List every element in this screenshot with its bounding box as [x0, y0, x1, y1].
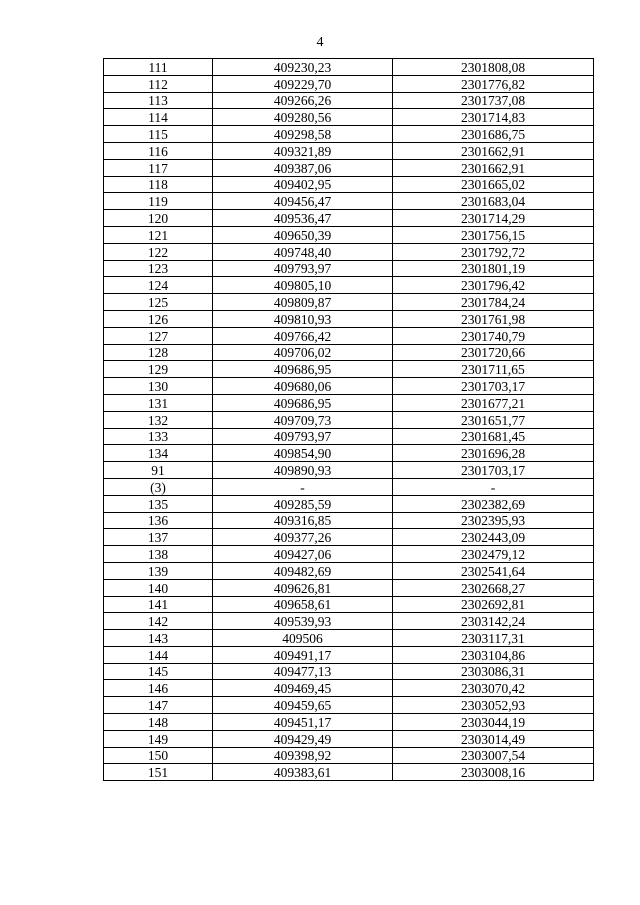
table-row — [104, 730, 594, 747]
table-row — [104, 445, 594, 462]
table-row — [104, 378, 594, 395]
point-number-cell: 114 — [104, 109, 213, 126]
x-coordinate-cell: 409709,73 — [213, 411, 393, 428]
y-coordinate-cell: 2301711,65 — [393, 361, 594, 378]
y-coordinate-cell: 2301796,42 — [393, 277, 594, 294]
y-coordinate-cell: 2303014,49 — [393, 730, 594, 747]
point-number-cell: 122 — [104, 243, 213, 260]
point-number-cell: 149 — [104, 730, 213, 747]
point-number-cell: 139 — [104, 562, 213, 579]
point-number-cell: 135 — [104, 495, 213, 512]
x-coordinate-cell: 409285,59 — [213, 495, 393, 512]
y-coordinate-cell: 2301703,17 — [393, 462, 594, 479]
table-row — [104, 344, 594, 361]
point-number-cell: 124 — [104, 277, 213, 294]
point-number-cell: 111 — [104, 59, 213, 76]
table-row — [104, 680, 594, 697]
y-coordinate-cell: 2301677,21 — [393, 394, 594, 411]
table-row — [104, 512, 594, 529]
y-coordinate-cell: 2301662,91 — [393, 159, 594, 176]
y-coordinate-cell: 2301683,04 — [393, 193, 594, 210]
y-coordinate-cell: 2303117,31 — [393, 630, 594, 647]
x-coordinate-cell: 409706,02 — [213, 344, 393, 361]
table-row — [104, 579, 594, 596]
y-coordinate-cell: 2301662,91 — [393, 142, 594, 159]
point-number-cell: 126 — [104, 310, 213, 327]
y-coordinate-cell: 2301714,29 — [393, 210, 594, 227]
y-coordinate-cell: 2301740,79 — [393, 327, 594, 344]
point-number-cell: 147 — [104, 697, 213, 714]
point-number-cell: 119 — [104, 193, 213, 210]
x-coordinate-cell: 409321,89 — [213, 142, 393, 159]
point-number-cell: 143 — [104, 630, 213, 647]
point-number-cell: 142 — [104, 613, 213, 630]
point-number-cell: 117 — [104, 159, 213, 176]
table-row — [104, 428, 594, 445]
x-coordinate-cell: 409402,95 — [213, 176, 393, 193]
table-row — [104, 764, 594, 781]
x-coordinate-cell: 409377,26 — [213, 529, 393, 546]
point-number-cell: 112 — [104, 75, 213, 92]
point-number-cell: 115 — [104, 126, 213, 143]
table-row — [104, 361, 594, 378]
table-row — [104, 126, 594, 143]
table-row — [104, 546, 594, 563]
x-coordinate-cell: 409686,95 — [213, 361, 393, 378]
point-number-cell: (3) — [104, 478, 213, 495]
x-coordinate-cell: 409809,87 — [213, 294, 393, 311]
point-number-cell: 91 — [104, 462, 213, 479]
table-row — [104, 630, 594, 647]
table-row — [104, 159, 594, 176]
x-coordinate-cell: 409280,56 — [213, 109, 393, 126]
x-coordinate-cell: 409456,47 — [213, 193, 393, 210]
x-coordinate-cell: 409686,95 — [213, 394, 393, 411]
y-coordinate-cell: 2301756,15 — [393, 226, 594, 243]
x-coordinate-cell: 409658,61 — [213, 596, 393, 613]
table-row — [104, 294, 594, 311]
table-row — [104, 260, 594, 277]
x-coordinate-cell: 409810,93 — [213, 310, 393, 327]
table-row — [104, 59, 594, 76]
table-row — [104, 193, 594, 210]
point-number-cell: 151 — [104, 764, 213, 781]
x-coordinate-cell: 409398,92 — [213, 747, 393, 764]
y-coordinate-cell: 2301665,02 — [393, 176, 594, 193]
point-number-cell: 129 — [104, 361, 213, 378]
table-row — [104, 562, 594, 579]
point-number-cell: 113 — [104, 92, 213, 109]
x-coordinate-cell: 409266,26 — [213, 92, 393, 109]
table-row — [104, 226, 594, 243]
table-row — [104, 747, 594, 764]
y-coordinate-cell: 2301808,08 — [393, 59, 594, 76]
table-row — [104, 529, 594, 546]
x-coordinate-cell: 409766,42 — [213, 327, 393, 344]
table-row — [104, 310, 594, 327]
table-row — [104, 142, 594, 159]
x-coordinate-cell: 409491,17 — [213, 646, 393, 663]
y-coordinate-cell: 2302668,27 — [393, 579, 594, 596]
x-coordinate-cell: 409854,90 — [213, 445, 393, 462]
x-coordinate-cell: 409536,47 — [213, 210, 393, 227]
point-number-cell: 134 — [104, 445, 213, 462]
table-row — [104, 277, 594, 294]
y-coordinate-cell: 2301686,75 — [393, 126, 594, 143]
table-row — [104, 663, 594, 680]
x-coordinate-cell: 409477,13 — [213, 663, 393, 680]
y-coordinate-cell: 2301792,72 — [393, 243, 594, 260]
point-number-cell: 145 — [104, 663, 213, 680]
table-row — [104, 646, 594, 663]
table-row — [104, 327, 594, 344]
point-number-cell: 116 — [104, 142, 213, 159]
x-coordinate-cell: 409650,39 — [213, 226, 393, 243]
coordinates-table — [103, 58, 594, 781]
coordinates-table-body — [104, 59, 594, 781]
x-coordinate-cell: 409316,85 — [213, 512, 393, 529]
y-coordinate-cell: 2301696,28 — [393, 445, 594, 462]
point-number-cell: 148 — [104, 714, 213, 731]
point-number-cell: 123 — [104, 260, 213, 277]
x-coordinate-cell: 409539,93 — [213, 613, 393, 630]
point-number-cell: 128 — [104, 344, 213, 361]
point-number-cell: 137 — [104, 529, 213, 546]
point-number-cell: 118 — [104, 176, 213, 193]
x-coordinate-cell: 409506 — [213, 630, 393, 647]
point-number-cell: 127 — [104, 327, 213, 344]
x-coordinate-cell: 409680,06 — [213, 378, 393, 395]
y-coordinate-cell: 2303070,42 — [393, 680, 594, 697]
y-coordinate-cell: 2302395,93 — [393, 512, 594, 529]
table-row — [104, 613, 594, 630]
x-coordinate-cell: 409427,06 — [213, 546, 393, 563]
table-row — [104, 462, 594, 479]
x-coordinate-cell: 409793,97 — [213, 260, 393, 277]
table-row — [104, 495, 594, 512]
y-coordinate-cell: 2301801,19 — [393, 260, 594, 277]
table-row — [104, 714, 594, 731]
x-coordinate-cell: 409383,61 — [213, 764, 393, 781]
y-coordinate-cell: 2301776,82 — [393, 75, 594, 92]
point-number-cell: 136 — [104, 512, 213, 529]
point-number-cell: 141 — [104, 596, 213, 613]
point-number-cell: 120 — [104, 210, 213, 227]
table-row — [104, 176, 594, 193]
table-row — [104, 243, 594, 260]
table-row — [104, 411, 594, 428]
table-row — [104, 394, 594, 411]
y-coordinate-cell: 2301784,24 — [393, 294, 594, 311]
x-coordinate-cell: 409387,06 — [213, 159, 393, 176]
y-coordinate-cell: 2303104,86 — [393, 646, 594, 663]
x-coordinate-cell: 409298,58 — [213, 126, 393, 143]
x-coordinate-cell: 409459,65 — [213, 697, 393, 714]
y-coordinate-cell: 2303044,19 — [393, 714, 594, 731]
x-coordinate-cell: 409793,97 — [213, 428, 393, 445]
y-coordinate-cell: 2302541,64 — [393, 562, 594, 579]
table-row — [104, 92, 594, 109]
point-number-cell: 138 — [104, 546, 213, 563]
x-coordinate-cell: 409451,17 — [213, 714, 393, 731]
y-coordinate-cell: 2302479,12 — [393, 546, 594, 563]
y-coordinate-cell: 2303007,54 — [393, 747, 594, 764]
point-number-cell: 132 — [104, 411, 213, 428]
table-row — [104, 75, 594, 92]
x-coordinate-cell: 409890,93 — [213, 462, 393, 479]
x-coordinate-cell: 409748,40 — [213, 243, 393, 260]
point-number-cell: 121 — [104, 226, 213, 243]
table-row — [104, 109, 594, 126]
x-coordinate-cell: 409805,10 — [213, 277, 393, 294]
y-coordinate-cell: 2303052,93 — [393, 697, 594, 714]
point-number-cell: 146 — [104, 680, 213, 697]
point-number-cell: 144 — [104, 646, 213, 663]
x-coordinate-cell: 409626,81 — [213, 579, 393, 596]
x-coordinate-cell: 409469,45 — [213, 680, 393, 697]
y-coordinate-cell: - — [393, 478, 594, 495]
table-row — [104, 596, 594, 613]
y-coordinate-cell: 2301681,45 — [393, 428, 594, 445]
x-coordinate-cell: 409230,23 — [213, 59, 393, 76]
point-number-cell: 140 — [104, 579, 213, 596]
x-coordinate-cell: 409429,49 — [213, 730, 393, 747]
table-row — [104, 478, 594, 495]
y-coordinate-cell: 2303008,16 — [393, 764, 594, 781]
y-coordinate-cell: 2301703,17 — [393, 378, 594, 395]
y-coordinate-cell: 2302692,81 — [393, 596, 594, 613]
y-coordinate-cell: 2302382,69 — [393, 495, 594, 512]
point-number-cell: 133 — [104, 428, 213, 445]
table-row — [104, 210, 594, 227]
y-coordinate-cell: 2302443,09 — [393, 529, 594, 546]
x-coordinate-cell: - — [213, 478, 393, 495]
point-number-cell: 150 — [104, 747, 213, 764]
point-number-cell: 125 — [104, 294, 213, 311]
y-coordinate-cell: 2301761,98 — [393, 310, 594, 327]
x-coordinate-cell: 409482,69 — [213, 562, 393, 579]
y-coordinate-cell: 2301651,77 — [393, 411, 594, 428]
y-coordinate-cell: 2303142,24 — [393, 613, 594, 630]
table-row — [104, 697, 594, 714]
y-coordinate-cell: 2301737,08 — [393, 92, 594, 109]
point-number-cell: 130 — [104, 378, 213, 395]
y-coordinate-cell: 2303086,31 — [393, 663, 594, 680]
y-coordinate-cell: 2301720,66 — [393, 344, 594, 361]
page-number: 4 — [316, 35, 324, 50]
point-number-cell: 131 — [104, 394, 213, 411]
x-coordinate-cell: 409229,70 — [213, 75, 393, 92]
y-coordinate-cell: 2301714,83 — [393, 109, 594, 126]
